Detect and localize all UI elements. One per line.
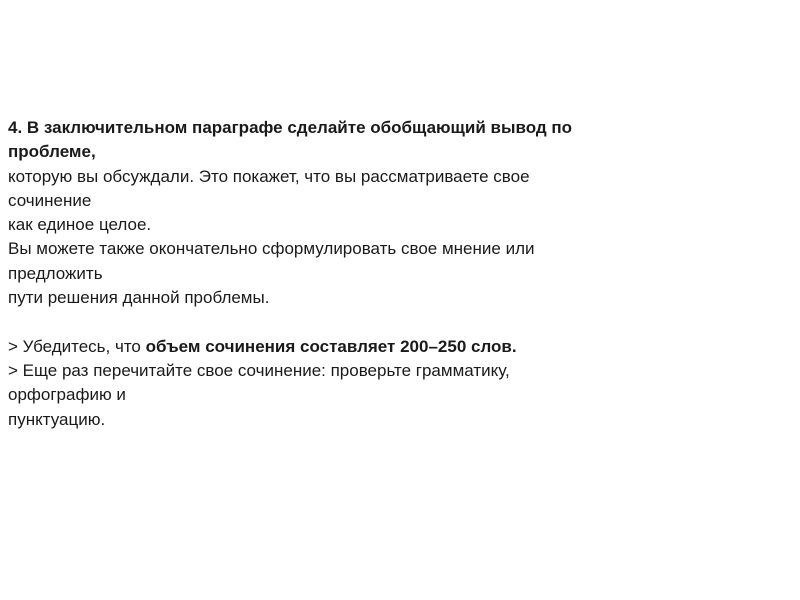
tip-word-count-emphasis: объем сочинения составляет 200–250 слов. [145,336,517,356]
tip-proofread-line-1: > Еще раз перечитайте свое сочинение: проверьте грамматику, [8,360,510,380]
paragraph-heading-line-1: 4. В заключительном параграфе сделайте обобщающий вывод по [8,118,573,137]
tip-proofread-line-2: орфографию и [8,385,126,405]
paragraph-text-line-6: Вы можете также окончательно сформулировать свое мнение или [8,239,535,259]
tip-word-count [8,335,668,359]
paragraph-text-line-5: как единое целое. [8,215,152,235]
tip-proofread-line-3: пунктуацию. [8,409,106,429]
spacer [8,310,668,334]
paragraph-text-line-4: сочинение [8,190,92,210]
paragraph-text-line-7: предложить [8,263,103,283]
slide-text-block [8,116,668,432]
tip-word-count-prefix: > Убедитесь, что [8,336,146,356]
paragraph-heading-line-2: проблеме, [8,142,96,162]
paragraph-text-line-3: которую вы обсуждали. Это покажет, что вы рассматриваете свое [8,166,530,186]
paragraph-text-line-8: пути решения данной проблемы. [8,288,270,308]
